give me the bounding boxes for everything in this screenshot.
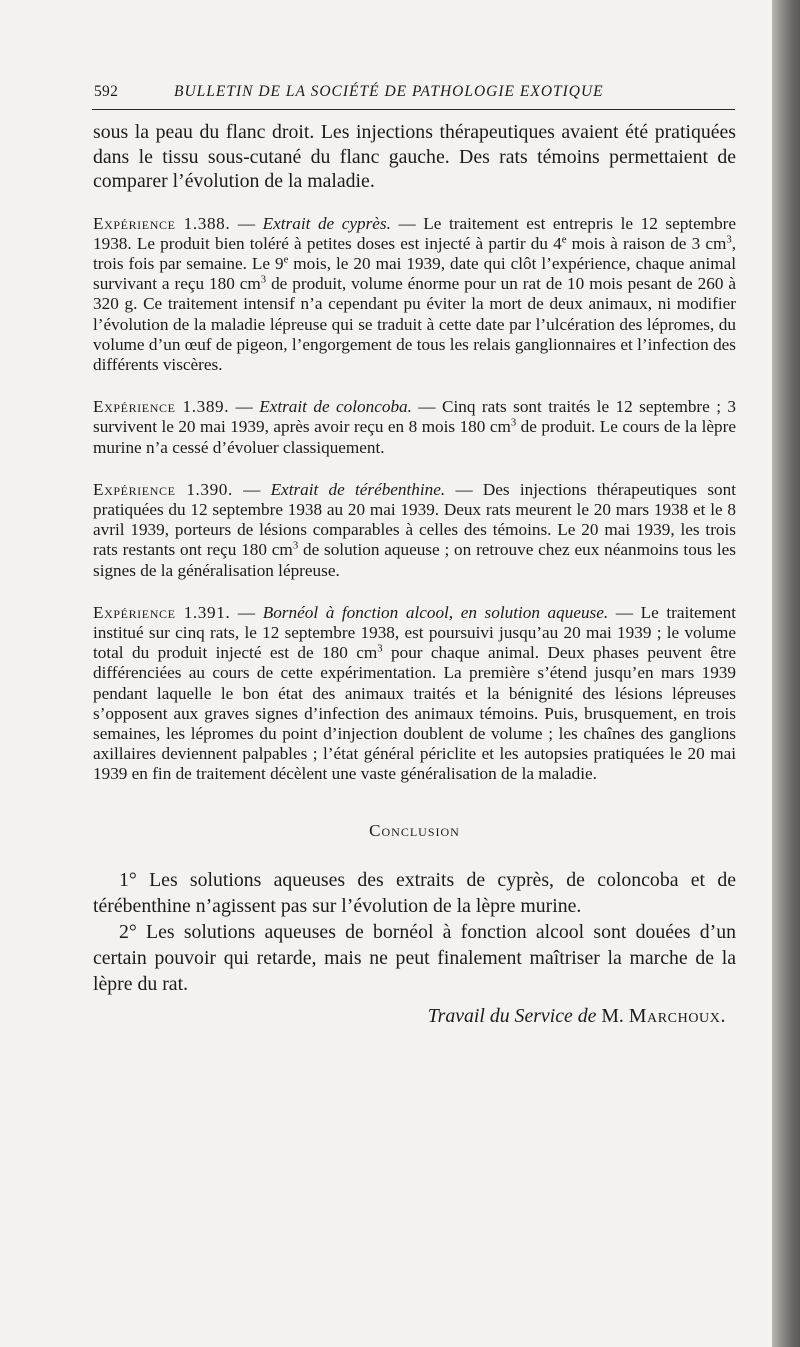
experiment-label: Expérience 1.391. <box>93 602 231 622</box>
conclusion-heading: Conclusion <box>369 820 460 840</box>
experiment-1390: Expérience 1.390. — Extrait de térébenthine. — Des injections thérapeutiques sont pratiquées du 12 septembre 1938 au 20 mai 1939. Deux rats meurent le 20 mars 1938 et le 8 avril 1939, porteurs de lésions comparables à celles des témoins. Le 20 mai 1939, les trois rats restants ont reçu 180 $cm^3$ de solution aqueuse ; on retrouve chez eux néanmoins tous les signes de la généralisation lépreuse. <box>93 479 736 580</box>
signature-italic: Travail du Service de <box>427 1004 597 1027</box>
experiment-title: Extrait de térébenthine. <box>270 479 446 499</box>
conclusion-item-1: 1° Les solutions aqueuses des extraits de cyprès, de coloncoba et de térébenthine n’agissent pas sur l’évolution de la lèpre murine. <box>93 868 736 917</box>
experiment-1391: Expérience 1.391. — Bornéol à fonction alcool, en solution aqueuse. — Le traitement institué sur cinq rats, le 12 septembre 1938, est poursuivi jusqu’au 20 mai 1939 ; le volume total du produit injecté est de 180 $cm^3$ pour chaque animal. Deux phases peuvent être différenciées au cours de cette expérimentation. La première s’étend jusqu’en mars 1939 pendant laquelle le bon état des animaux traités et la bénignité des lésions lépreuses s’opposent aux graves signes d’infection des animaux témoins. Puis, brusquement, en trois semaines, les lépromes du point d’injection doublent de volume ; les chaînes des ganglions axillaires deviennent palpables ; l’état général périclite et les autopsies pratiquées le 20 mai 1939 en fin de traitement décèlent une vaste généralisation de la maladie. <box>93 602 737 784</box>
experiment-title: Extrait de coloncoba. <box>259 397 412 417</box>
body-text <box>93 120 736 1029</box>
experiment-label: Expérience 1.390. <box>93 479 233 499</box>
intro-paragraph: sous la peau du flanc droit. Les injections thérapeutiques avaient été pratiquées dans le tissu sous-cutané du flanc gauche. Des rats témoins permettaient de comparer l’évolution de la maladie. <box>93 121 736 192</box>
page-edge-shadow <box>772 0 800 1347</box>
experiment-title: Bornéol à fonction alcool, en solution aqueuse. <box>262 602 609 622</box>
page-number: 592 <box>94 83 119 100</box>
experiment-label: Expérience 1.388. <box>93 213 231 233</box>
conclusion-item-2: 2° Les solutions aqueuses de bornéol à fonction alcool sont douées d’un certain pouvoir qui retarde, mais ne peut finalement maîtriser la marche de la lèpre du rat. <box>93 920 736 995</box>
experiment-label: Expérience 1.389. <box>93 397 230 417</box>
signature-name: Marchoux. <box>628 1004 726 1027</box>
running-title: BULLETIN DE LA SOCIÉTÉ DE PATHOLOGIE EXOTIQUE <box>174 83 604 100</box>
experiment-1388: Expérience 1.388. — Extrait de cyprès. — Le traitement est entrepris le 12 septembre 1938. Le produit bien toléré à petites doses est injecté à partir du 4e mois à raison de 3 $cm^3$, trois fois par semaine. Le 9e mois, le 20 mai 1939, date qui clôt l’expérience, chaque animal survivant a reçu 180 $cm^3$ de produit, volume énorme pour un rat de 10 mois pesant de 260 à 320 g. Ce traitement intensif n’a cependant pu éviter la mort de deux animaux, ni modifier l’évolution de la maladie lépreuse qui se traduit à cette date par l’ulcération des lépromes, du volume d’un œuf de pigeon, l’engorgement de tous les relais ganglionnaires et l’infection des différents viscères. <box>93 213 737 374</box>
header-rule <box>92 109 735 110</box>
experiment-title: Extrait de cyprès. <box>262 213 391 233</box>
signature: Travail du Service de M. Marchoux. <box>427 1004 726 1027</box>
experiment-1389: Expérience 1.389. — Extrait de coloncoba. — Cinq rats sont traités le 12 septembre ; 3 survivent le 20 mai 1939, après avoir reçu en 8 mois 180 $cm^3$ de produit. Le cours de la lèpre murine n’a cessé d’évoluer classiquement. <box>93 397 737 457</box>
